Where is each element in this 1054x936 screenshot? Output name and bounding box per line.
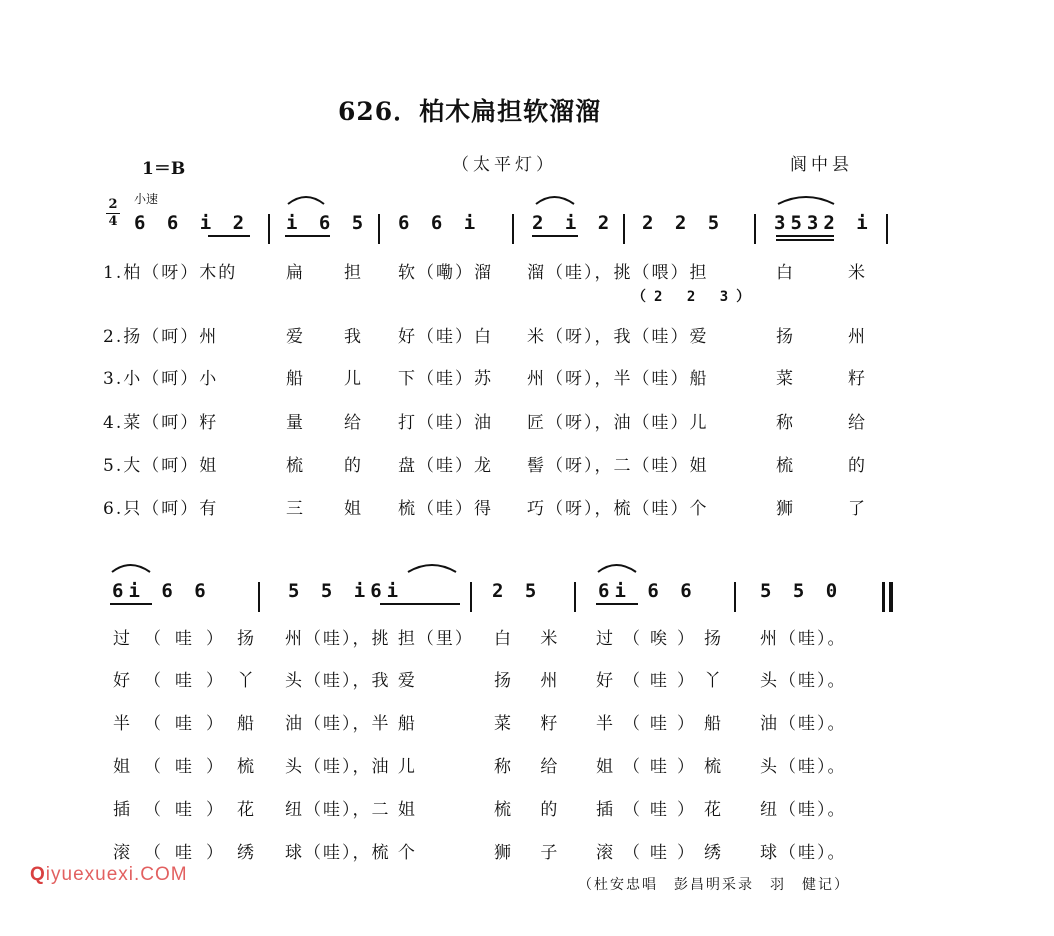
lyric-cell: 梳 的 bbox=[494, 800, 570, 820]
lyric-cell: 滚（哇）绣 bbox=[113, 843, 268, 863]
lyric-row bbox=[0, 709, 1054, 733]
lyric-cell: 1.柏（呀）木的 bbox=[103, 263, 238, 283]
lyric-cell: 球（哇），梳 个 bbox=[285, 843, 417, 863]
lyric-cell: 油（哇）。 bbox=[760, 714, 847, 734]
lyric-cell: 头（哇），油 儿 bbox=[285, 757, 417, 777]
lyric-cell: 称 bbox=[776, 413, 795, 433]
lyric-cell: 了 bbox=[848, 499, 867, 519]
lyric-cell: 4.菜（呵）籽 bbox=[103, 413, 219, 433]
lyric-row bbox=[0, 494, 1054, 518]
key-signature: 1＝B bbox=[142, 159, 186, 179]
barline bbox=[574, 582, 576, 612]
lyric-cell: 油（哇），半 船 bbox=[285, 714, 417, 734]
lyric-cell: 籽 bbox=[848, 369, 867, 389]
lyric-cell: 狮 子 bbox=[494, 843, 570, 863]
lyric-cell: 的 bbox=[344, 456, 363, 476]
lyric-cell: 2.扬（呵）州 bbox=[103, 327, 219, 347]
measure-1-3: 6 6 i bbox=[398, 212, 481, 234]
measure-2-4: 6i 6 6 bbox=[598, 580, 697, 602]
slur-arc bbox=[536, 197, 574, 204]
lyric-cell: 头（哇）。 bbox=[760, 757, 847, 777]
measure-2-3: 2 5 bbox=[492, 580, 542, 602]
measure-2-1: 6i 6 6 bbox=[112, 580, 211, 602]
lyric-cell: 好（哇）丫 bbox=[596, 671, 731, 691]
lyric-cell: 打（哇）油 bbox=[398, 413, 493, 433]
lyric-cell: 头（哇），我 爱 bbox=[285, 671, 417, 691]
lyric-cell: 米 bbox=[848, 263, 867, 283]
tempo-marking: 小速 bbox=[134, 192, 159, 206]
barline bbox=[378, 214, 380, 244]
measure-2-5: 5 5 0 bbox=[760, 580, 843, 602]
lyric-row bbox=[0, 451, 1054, 475]
lyric-cell: 儿 bbox=[344, 369, 363, 389]
barline bbox=[623, 214, 625, 244]
lyric-row bbox=[0, 795, 1054, 819]
watermark-text: iyuexuexi.COM bbox=[45, 864, 188, 885]
lyric-cell: 球（哇）。 bbox=[760, 843, 847, 863]
lyric-row bbox=[0, 666, 1054, 690]
measure-1-2: i 6 5 bbox=[286, 212, 369, 234]
lyric-cell: 髻（呀），二（哇）姐 bbox=[527, 456, 709, 476]
lyric-cell: 纽（哇），二 姐 bbox=[285, 800, 417, 820]
lyric-cell: 州（哇），挑 担（里） bbox=[285, 629, 474, 649]
barline bbox=[886, 214, 888, 244]
lyric-cell: 船 bbox=[286, 369, 305, 389]
lyric-row bbox=[0, 322, 1054, 346]
lyric-cell: 3.小（呵）小 bbox=[103, 369, 219, 389]
lyric-cell: 州 bbox=[848, 327, 867, 347]
lyric-cell: 梳 bbox=[286, 456, 305, 476]
time-signature bbox=[106, 198, 120, 229]
lyric-cell: 姐 bbox=[344, 499, 363, 519]
lyric-cell: 给 bbox=[344, 413, 363, 433]
time-signature-bottom: 4 bbox=[108, 214, 118, 229]
lyric-cell: 狮 bbox=[776, 499, 795, 519]
region-label: 阆中县 bbox=[790, 155, 853, 175]
lyric-cell: 州（呀），半（哇）船 bbox=[527, 369, 709, 389]
barline bbox=[734, 582, 736, 612]
final-barline-thick bbox=[889, 582, 893, 612]
lyric-row bbox=[0, 752, 1054, 776]
credit-line: （杜安忠唱 彭昌明采录 羽 健记） bbox=[578, 877, 850, 893]
lyric-cell: 巧（呀），梳（哇）个 bbox=[527, 499, 709, 519]
measure-1-5: 2 2 5 bbox=[642, 212, 725, 234]
slur-arc bbox=[288, 197, 324, 204]
lyric-cell: 过（哇）扬 bbox=[113, 629, 268, 649]
lyric-cell: 6.只（呵）有 bbox=[103, 499, 219, 519]
lyric-cell: 纽（哇）。 bbox=[760, 800, 847, 820]
lyric-cell: 米（呀），我（哇）爱 bbox=[527, 327, 709, 347]
barline bbox=[754, 214, 756, 244]
lyric-cell: 的 bbox=[848, 456, 867, 476]
lyric-cell: 半（哇）船 bbox=[596, 714, 731, 734]
watermark-logo bbox=[30, 864, 188, 886]
lyric-cell: 头（哇）。 bbox=[760, 671, 847, 691]
lyric-row bbox=[0, 408, 1054, 432]
lyric-cell: 菜 籽 bbox=[494, 714, 570, 734]
lyric-cell: 软（嘞）溜 bbox=[398, 263, 493, 283]
lyric-cell: 扬 州 bbox=[494, 671, 570, 691]
lyric-cell: 下（哇）苏 bbox=[398, 369, 493, 389]
lyric-cell: 插（哇）花 bbox=[596, 800, 731, 820]
measure-1-6: 3532 i bbox=[774, 212, 873, 234]
song-title: 626．柏木扁担软溜溜 bbox=[338, 97, 602, 126]
lyric-cell: 好（哇）白 bbox=[398, 327, 493, 347]
lyric-row bbox=[0, 838, 1054, 862]
lyric-cell: 梳 bbox=[776, 456, 795, 476]
lyric-cell: 好（哇）丫 bbox=[113, 671, 268, 691]
lyric-cell: 白 米 bbox=[494, 629, 570, 649]
lyric-cell: 我 bbox=[344, 327, 363, 347]
notation-line-1 bbox=[120, 212, 900, 248]
measure-1-4: 2 i 2 bbox=[532, 212, 615, 234]
lyric-cell: 姐（哇）梳 bbox=[596, 757, 731, 777]
lyric-cell: 滚（哇）绣 bbox=[596, 843, 731, 863]
lyric-row bbox=[0, 258, 1054, 282]
lyric-cell: 插（哇）花 bbox=[113, 800, 268, 820]
barline bbox=[470, 582, 472, 612]
barline bbox=[268, 214, 270, 244]
lyric-cell: 姐（哇）梳 bbox=[113, 757, 268, 777]
lyric-cell: 三 bbox=[286, 499, 305, 519]
lyric-cell: 匠（呀），油（哇）儿 bbox=[527, 413, 709, 433]
lyric-cell: 盘（哇）龙 bbox=[398, 456, 493, 476]
lyric-row bbox=[0, 624, 1054, 648]
notation-line-2 bbox=[100, 580, 900, 616]
lyric-cell: 扁 bbox=[286, 263, 305, 283]
barline bbox=[258, 582, 260, 612]
watermark-logo-icon: Q bbox=[30, 864, 46, 885]
lyric-cell: 扬 bbox=[776, 327, 795, 347]
slur-arc bbox=[408, 565, 456, 572]
lyric-cell: 给 bbox=[848, 413, 867, 433]
lyric-row bbox=[0, 364, 1054, 388]
lyric-cell: 过（唉）扬 bbox=[596, 629, 731, 649]
lyric-cell: 5.大（呵）姐 bbox=[103, 456, 219, 476]
time-signature-top: 2 bbox=[108, 197, 118, 212]
lyric-cell: 量 bbox=[286, 413, 305, 433]
lyric-cell: 菜 bbox=[776, 369, 795, 389]
lyric-cell: 爱 bbox=[286, 327, 305, 347]
lyric-cell: 担 bbox=[344, 263, 363, 283]
slur-arc bbox=[598, 565, 636, 572]
lyric-cell: 梳（哇）得 bbox=[398, 499, 493, 519]
alternate-notes: （2 2 3） bbox=[632, 289, 759, 305]
lyric-cell: 称 给 bbox=[494, 757, 570, 777]
measure-1-1: 6 6 i 2 bbox=[134, 212, 250, 234]
lyric-cell: 州（哇）。 bbox=[760, 629, 847, 649]
slur-arc bbox=[778, 197, 834, 204]
lyric-cell: 白 bbox=[776, 263, 795, 283]
slur-arc bbox=[112, 565, 150, 572]
lyric-cell: 溜（哇），挑（喂）担 bbox=[527, 263, 709, 283]
final-barline-thin bbox=[882, 582, 885, 612]
barline bbox=[512, 214, 514, 244]
measure-2-2: 5 5 i6i bbox=[288, 580, 404, 602]
genre-label: （太平灯） bbox=[452, 155, 557, 175]
lyric-cell: 半（哇）船 bbox=[113, 714, 268, 734]
